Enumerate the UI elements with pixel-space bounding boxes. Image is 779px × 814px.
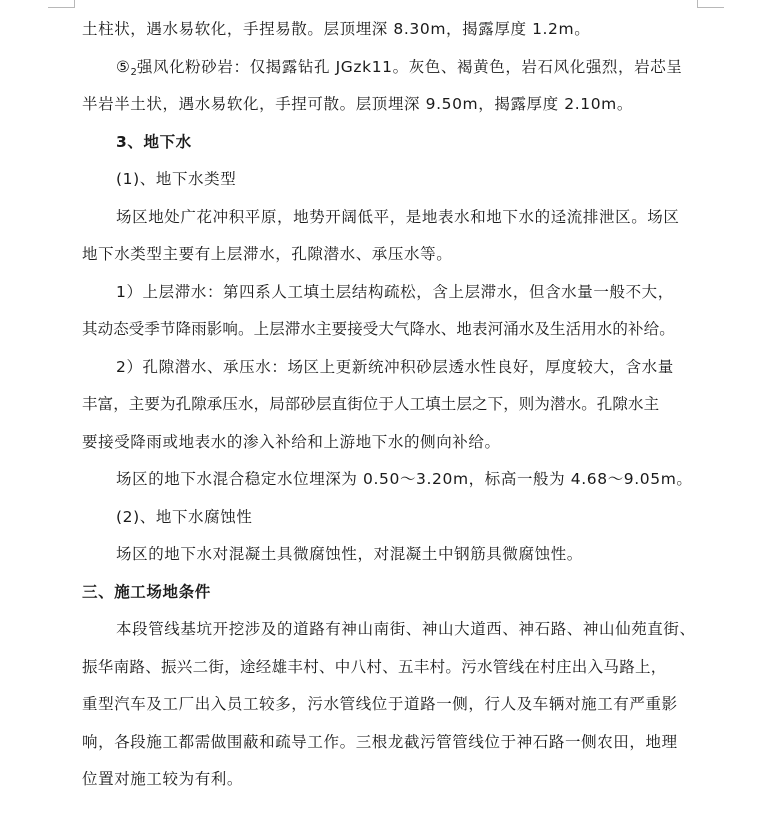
- paragraph-line: 场区地处广花冲积平原，地势开阔低平，是地表水和地下水的迳流排泄区。场区: [116, 208, 680, 226]
- paragraph-line: 重型汽车及工厂出入员工较多，污水管线位于道路一侧，行人及车辆对施工有严重影: [82, 695, 678, 713]
- paragraph-text: 强风化粉砂岩：仅揭露钻孔 JGzk11。灰色、褐黄色，岩石风化强烈，岩芯呈: [136, 58, 683, 76]
- paragraph-line: 半岩半土状，遇水易软化，手捏可散。层顶埋深 9.50m，揭露厚度 2.10m。: [82, 95, 633, 113]
- subsection-heading: (2)、地下水腐蚀性: [116, 508, 253, 526]
- paragraph-line: 响，各段施工都需做围蔽和疏导工作。三根龙截污管管线位于神石路一侧农田，地理: [82, 733, 678, 751]
- paragraph-line: 土柱状，遇水易软化，手捏易散。层顶埋深 8.30m，揭露厚度 1.2m。: [82, 20, 591, 38]
- paragraph-line: 场区的地下水混合稳定水位埋深为 0.50～3.20m，标高一般为 4.68～9.05m。: [116, 470, 693, 488]
- page-corner-mark-left: [48, 0, 75, 8]
- circled-number: ⑤: [116, 58, 131, 76]
- paragraph-line: 其动态受季节降雨影响。上层滞水主要接受大气降水、地表河涌水及生活用水的补给。: [82, 320, 675, 338]
- paragraph-line: [116, 56, 712, 84]
- paragraph-line: 地下水类型主要有上层滞水，孔隙潜水、承压水等。: [82, 245, 453, 263]
- paragraph-line: 丰富，主要为孔隙承压水，局部砂层直街位于人工填土层之下，则为潜水。孔隙水主: [82, 395, 660, 413]
- paragraph-line: 1）上层滞水：第四系人工填土层结构疏松，含上层滞水，但含水量一般不大，: [116, 283, 674, 301]
- page-corner-mark-right: [697, 0, 724, 8]
- chapter-heading: 三、施工场地条件: [82, 583, 211, 601]
- paragraph-line: 要接受降雨或地表水的渗入补给和上游地下水的侧向补给。: [82, 433, 501, 451]
- subsection-heading: (1)、地下水类型: [116, 170, 237, 188]
- paragraph-line: 位置对施工较为有利。: [82, 770, 244, 788]
- subscript-number: 2: [130, 67, 137, 78]
- section-heading: 3、地下水: [116, 133, 192, 151]
- paragraph-line: 本段管线基坑开挖涉及的道路有神山南街、神山大道西、神石路、神山仙苑直街、: [116, 620, 696, 638]
- paragraph-line: 振华南路、振兴二街，途经雄丰村、中八村、五丰村。污水管线在村庄出入马路上，: [82, 658, 667, 676]
- paragraph-line: 2）孔隙潜水、承压水：场区上更新统冲积砂层透水性良好，厚度较大，含水量: [116, 358, 674, 376]
- paragraph-line: 场区的地下水对混凝土具微腐蚀性，对混凝土中钢筋具微腐蚀性。: [116, 545, 583, 563]
